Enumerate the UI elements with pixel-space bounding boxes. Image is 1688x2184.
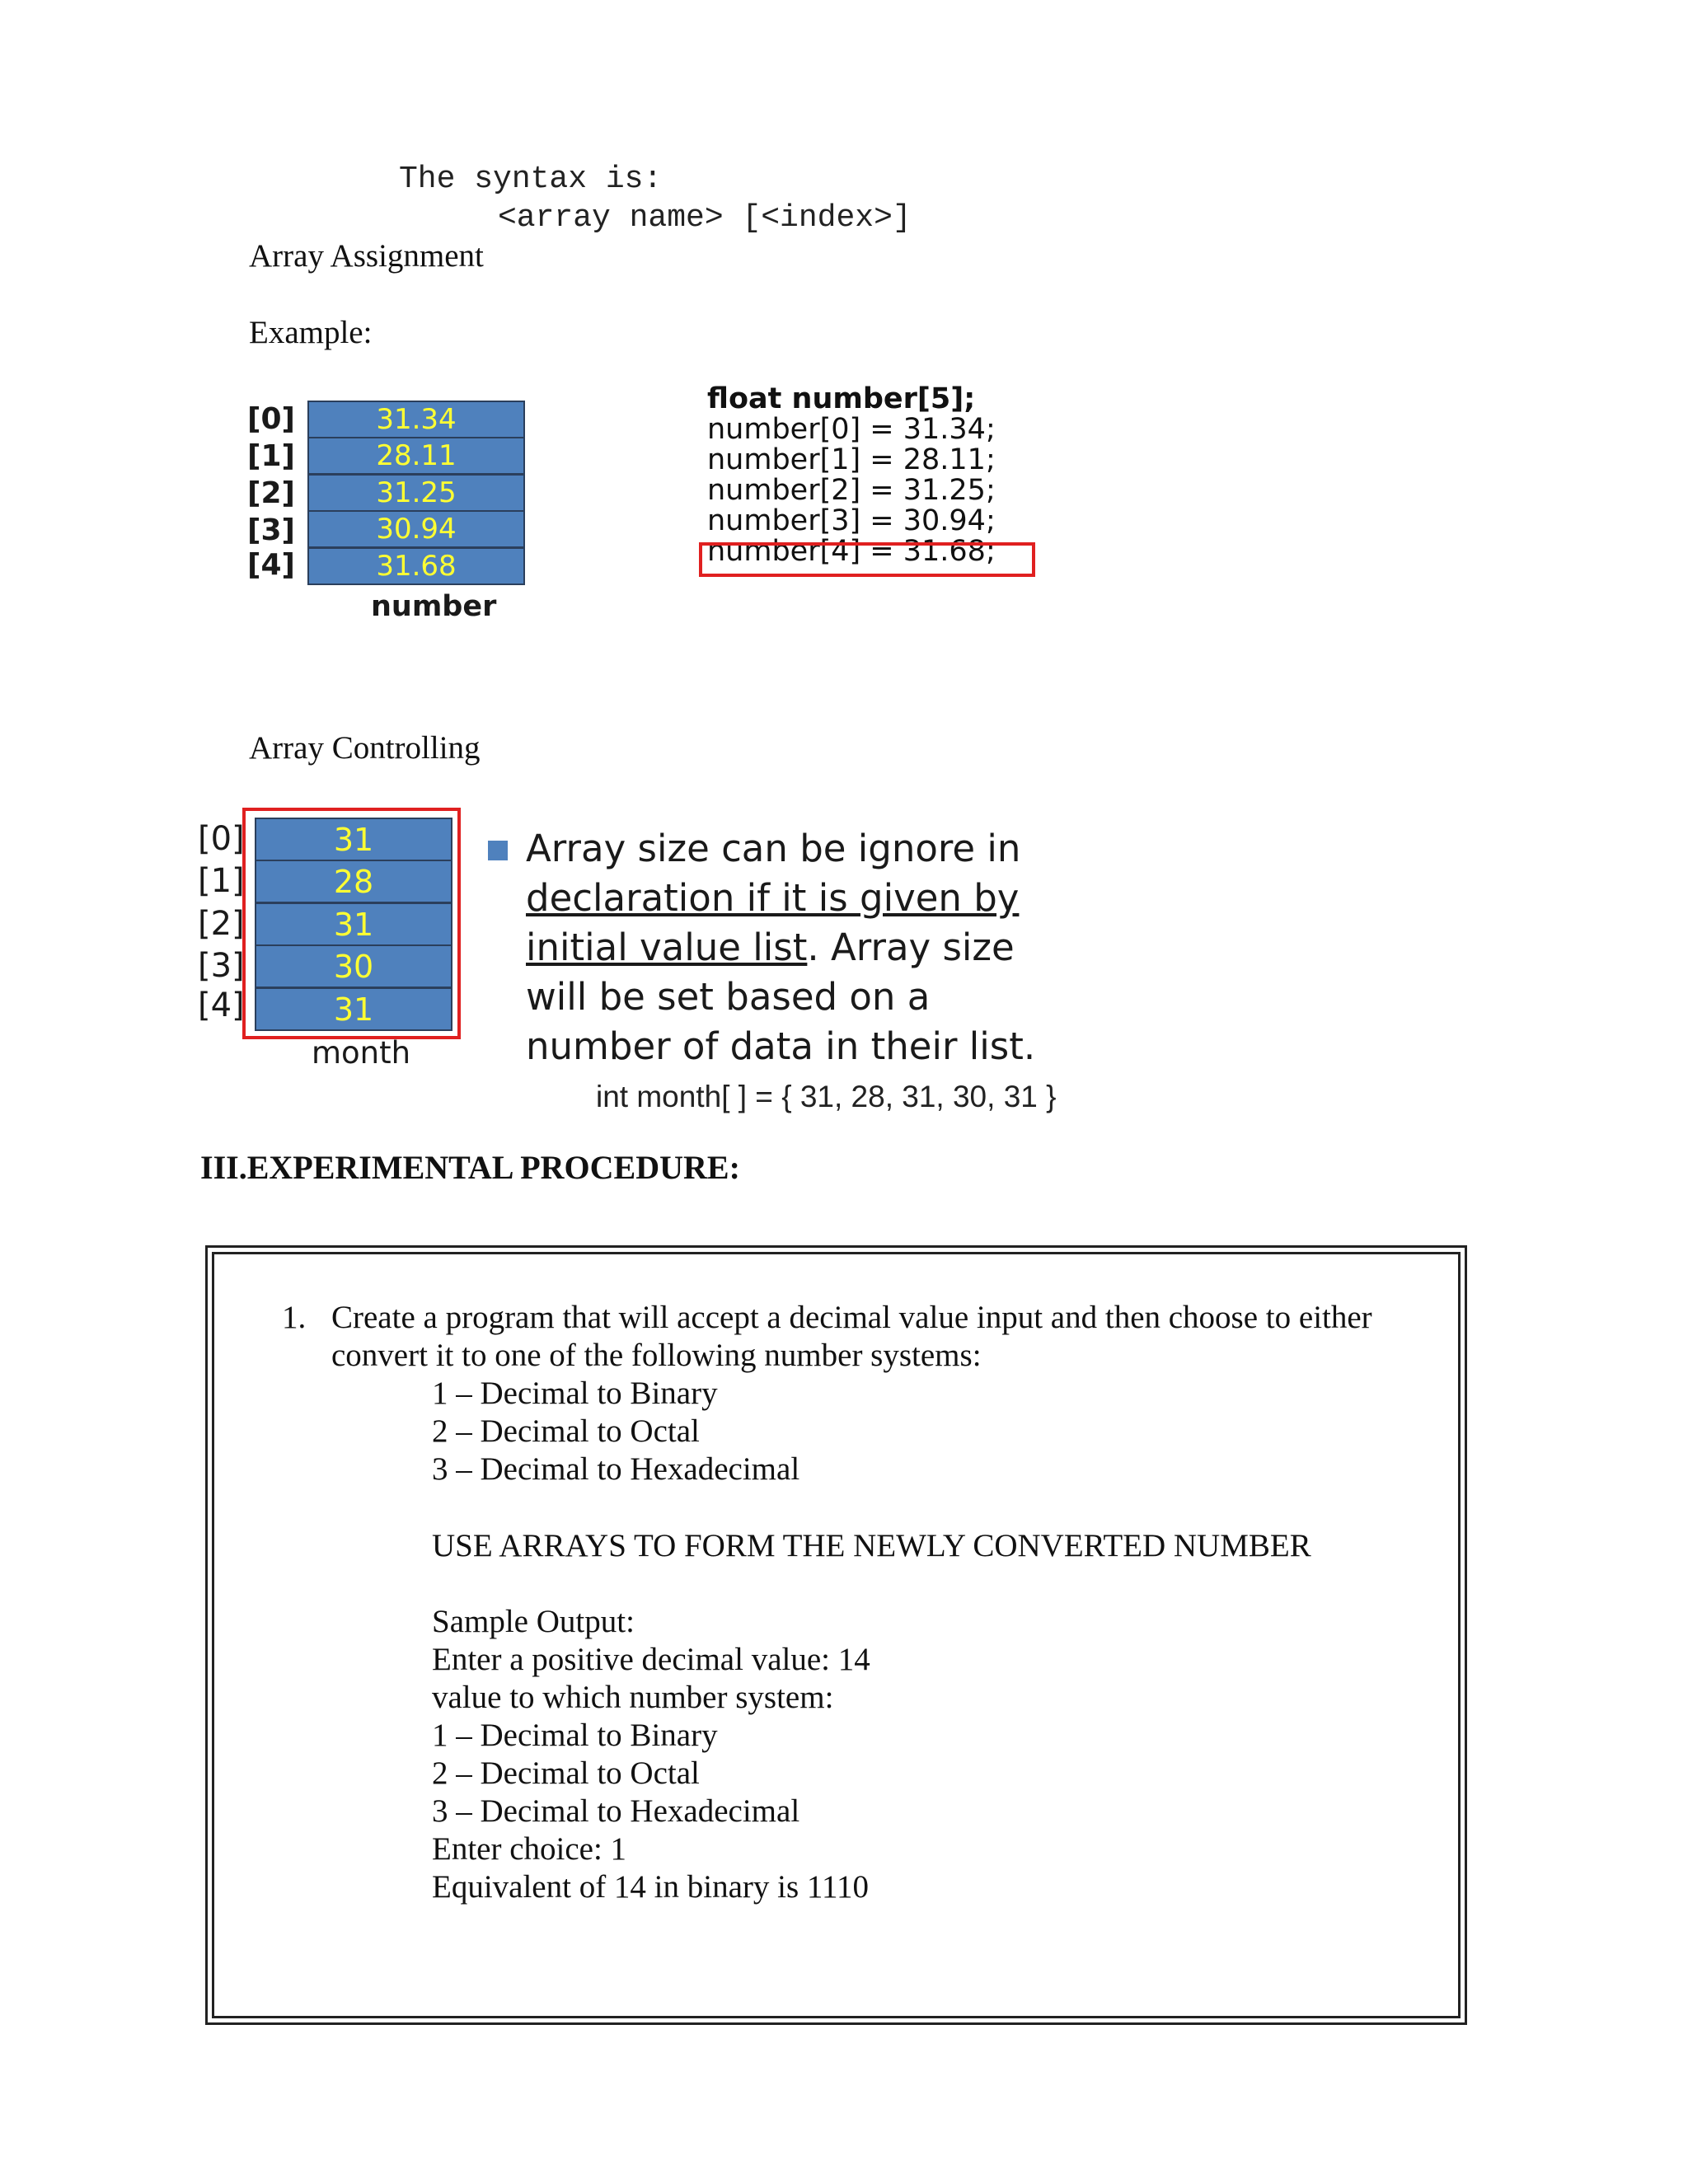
assignment-code xyxy=(707,384,996,567)
index-label: [0] xyxy=(247,402,295,436)
index-label: [4] xyxy=(247,548,295,582)
bullet-phrase: . Array size xyxy=(807,926,1015,969)
array-cell: 31.25 xyxy=(307,474,525,512)
array-cell: 31 xyxy=(255,902,452,946)
sample-line: Equivalent of 14 in binary is 1110 xyxy=(432,1869,870,1905)
bullet-underlined-phrase: initial value list xyxy=(526,926,808,969)
code-line: number[2] = 31.25; xyxy=(707,474,996,507)
sample-line: 1 – Decimal to Binary xyxy=(432,1718,718,1753)
item-text-line: convert it to one of the following number systems: xyxy=(331,1338,982,1373)
index-label: [3] xyxy=(198,947,245,985)
procedure-heading: III.EXPERIMENTAL PROCEDURE: xyxy=(200,1149,740,1186)
code-line: number[4] = 31.68; xyxy=(707,535,996,568)
option-line: 3 – Decimal to Hexadecimal xyxy=(432,1451,800,1487)
array-name-label: month xyxy=(312,1035,411,1071)
array-cell: 31 xyxy=(255,818,452,861)
code-line: float number[5]; xyxy=(707,382,976,415)
sample-line: Enter a positive decimal value: 14 xyxy=(432,1642,870,1677)
sample-output-label: Sample Output: xyxy=(432,1604,635,1639)
month-code: int month[ ] = { 31, 28, 31, 30, 31 } xyxy=(596,1080,1057,1113)
instruction-line: USE ARRAYS TO FORM THE NEWLY CONVERTED NUMBER xyxy=(432,1528,1311,1563)
index-label: [4] xyxy=(198,987,245,1024)
option-line: 1 – Decimal to Binary xyxy=(432,1376,718,1411)
code-line: number[1] = 28.11; xyxy=(707,443,996,476)
bullet-line-underlined: declaration if it is given by xyxy=(526,876,1020,920)
example-label: Example: xyxy=(249,315,373,350)
item-number: 1. xyxy=(282,1300,307,1335)
array-cell: 31.68 xyxy=(307,547,525,585)
index-label: [1] xyxy=(198,862,245,900)
highlight-box xyxy=(699,542,1035,577)
array-cell: 31 xyxy=(255,987,452,1031)
code-line: number[0] = 31.34; xyxy=(707,413,996,446)
index-label: [1] xyxy=(247,439,295,473)
array-controlling-title: Array Controlling xyxy=(249,730,481,766)
index-label: [0] xyxy=(198,820,245,858)
sample-line: 2 – Decimal to Octal xyxy=(432,1755,700,1791)
array-cell: 28.11 xyxy=(307,437,525,475)
syntax-form: <array name> [<index>] xyxy=(498,200,912,236)
bullet-text xyxy=(526,824,1119,1071)
array-cell: 31.34 xyxy=(307,401,525,438)
sample-line: value to which number system: xyxy=(432,1680,834,1715)
array-assignment-title: Array Assignment xyxy=(249,238,484,274)
bullet-line: number of data in their list. xyxy=(526,1024,1036,1068)
index-label: [2] xyxy=(198,905,245,943)
syntax-heading: The syntax is: xyxy=(399,162,663,197)
array-cell: 30 xyxy=(255,944,452,988)
array-cell: 28 xyxy=(255,860,452,903)
bullet-line: will be set based on a xyxy=(526,975,931,1019)
sample-line: Enter choice: 1 xyxy=(432,1831,627,1867)
index-label: [3] xyxy=(247,513,295,547)
index-label: [2] xyxy=(247,476,295,510)
item-text-line: Create a program that will accept a decimal value input and then choose to either xyxy=(331,1300,1372,1335)
bullet-line xyxy=(526,923,1119,972)
array-name-label: number xyxy=(371,590,497,623)
code-line: number[3] = 30.94; xyxy=(707,504,996,537)
array-cell: 30.94 xyxy=(307,510,525,548)
option-line: 2 – Decimal to Octal xyxy=(432,1413,700,1449)
bullet-line: Array size can be ignore in xyxy=(526,827,1021,870)
square-bullet-icon xyxy=(488,841,508,860)
sample-line: 3 – Decimal to Hexadecimal xyxy=(432,1793,800,1829)
